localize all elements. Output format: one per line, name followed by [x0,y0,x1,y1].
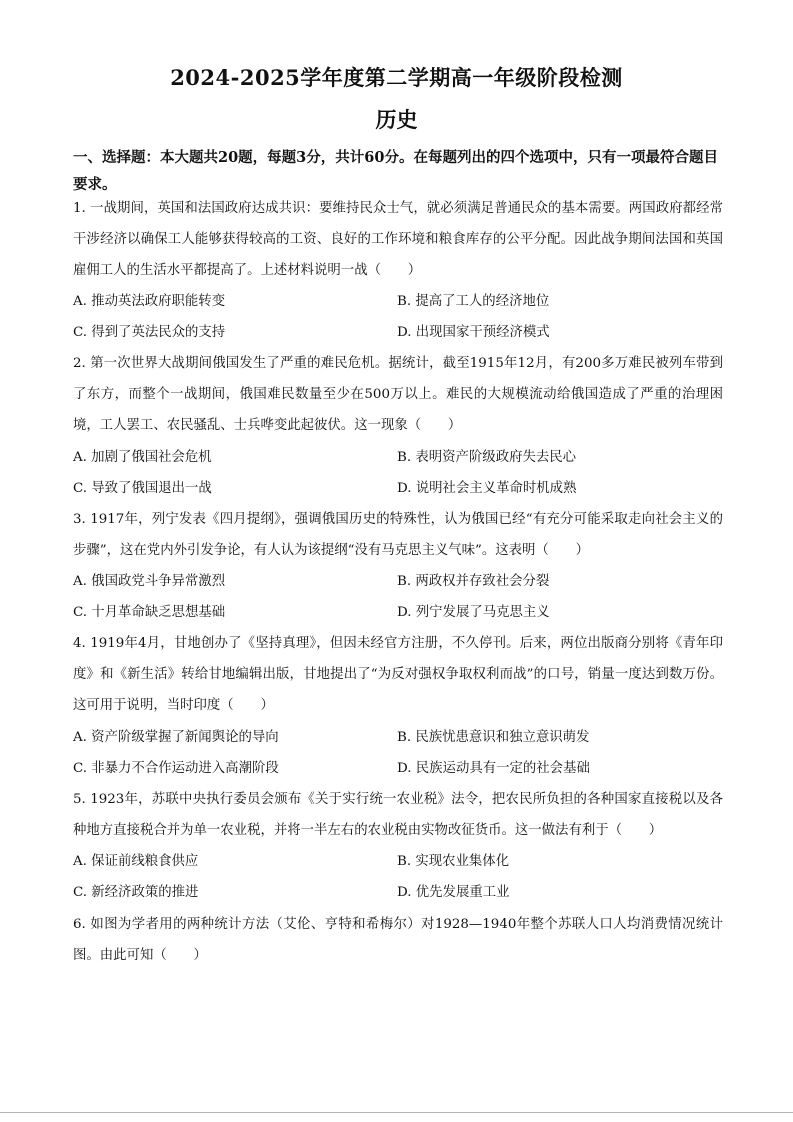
option-d: D. 列宁发展了马克思主义 [397,605,550,620]
option-a: A. 俄国政党斗争异常激烈 [73,574,226,589]
question-6-stem: 6. 如图为学者用的两种统计方法（艾伦、亨特和希梅尔）对1928—1940年整个苏联人口人均消费情况统计图。由此可知（ ） [73,917,723,963]
option-c: C. 得到了英法民众的支持 [73,325,226,340]
option-a: A. 保证前线粮食供应 [73,854,199,869]
exam-title: 2024-2025学年度第二学期高一年级阶段检测 [170,65,623,90]
option-a: A. 资产阶级掌握了新闻舆论的导向 [73,730,279,745]
section-heading: 一、选择题：本大题共20题，每题3分，共计60分。在每题列出的四个选项中，只有一项最符合题目要求。 [73,149,718,193]
option-b: B. 民族忧患意识和独立意识萌发 [397,730,590,745]
option-b: B. 提高了工人的经济地位 [397,294,550,309]
question-3-stem: 3. 1917年，列宁发表《四月提纲》，强调俄国历史的特殊性，认为俄国已经“有充分可能采取走向社会主义的步骤”，这在党内外引发争论，有人认为该提纲“没有马克思主义气味”。这表明（ ） [73,512,723,558]
question-4-stem: 4. 1919年4月，甘地创办了《坚持真理》，但因未经官方注册，不久停刊。后来，两位出版商分别将《青年印度》和《新生活》转给甘地编辑出版，甘地提出了“为反对强权争取权利而战”的口号，销量一度达到数万份。这可用于说明，当时印度（ ） [73,636,723,713]
question-2-options [73,442,723,504]
option-c: C. 新经济政策的推进 [73,885,199,900]
option-d: D. 说明社会主义革命时机成熟 [397,481,577,496]
option-c: C. 非暴力不合作运动进入高潮阶段 [73,761,279,776]
option-b: B. 表明资产阶级政府失去民心 [397,450,577,465]
question-4-options [73,722,723,784]
question-5-options [73,846,723,908]
option-c: C. 十月革命缺乏思想基础 [73,605,226,620]
question-1-stem: 1. 一战期间，英国和法国政府达成共识：要维持民众士气，就必须满足普通民众的基本需要。两国政府都经常干涉经济以确保工人能够获得较高的工资、良好的工作环境和粮食库存的公平分配。因此战争期间法国和英国雇佣工人的生活水平都提高了。上述材料说明一战（ ） [73,201,723,278]
option-a: A. 推动英法政府职能转变 [73,294,226,309]
question-2-stem: 2. 第一次世界大战期间俄国发生了严重的难民危机。据统计，截至1915年12月，有200多万难民被列车带到了东方，而整个一战期间，俄国难民数量至少在500万以上。难民的大规模流动给俄国造成了严重的治理困境，工人罢工、农民骚乱、士兵哗变此起彼伏。这一现象（ ） [73,356,723,433]
question-3-options [73,566,723,628]
question-1-options [73,286,723,348]
page-bottom-rule [0,1112,793,1113]
option-d: D. 优先发展重工业 [397,885,510,900]
option-d: D. 民族运动具有一定的社会基础 [397,761,590,776]
option-b: B. 两政权并存致社会分裂 [397,574,550,589]
option-c: C. 导致了俄国退出一战 [73,481,212,496]
subject-title: 历史 [375,107,418,132]
option-a: A. 加剧了俄国社会危机 [73,450,212,465]
option-d: D. 出现国家干预经济模式 [397,325,550,340]
option-b: B. 实现农业集体化 [397,854,510,869]
question-5-stem: 5. 1923年，苏联中央执行委员会颁布《关于实行统一农业税》法令，把农民所负担的各种国家直接税以及各种地方直接税合并为单一农业税，并将一半左右的农业税由实物改征货币。这一做法有利于（ ） [73,792,723,838]
